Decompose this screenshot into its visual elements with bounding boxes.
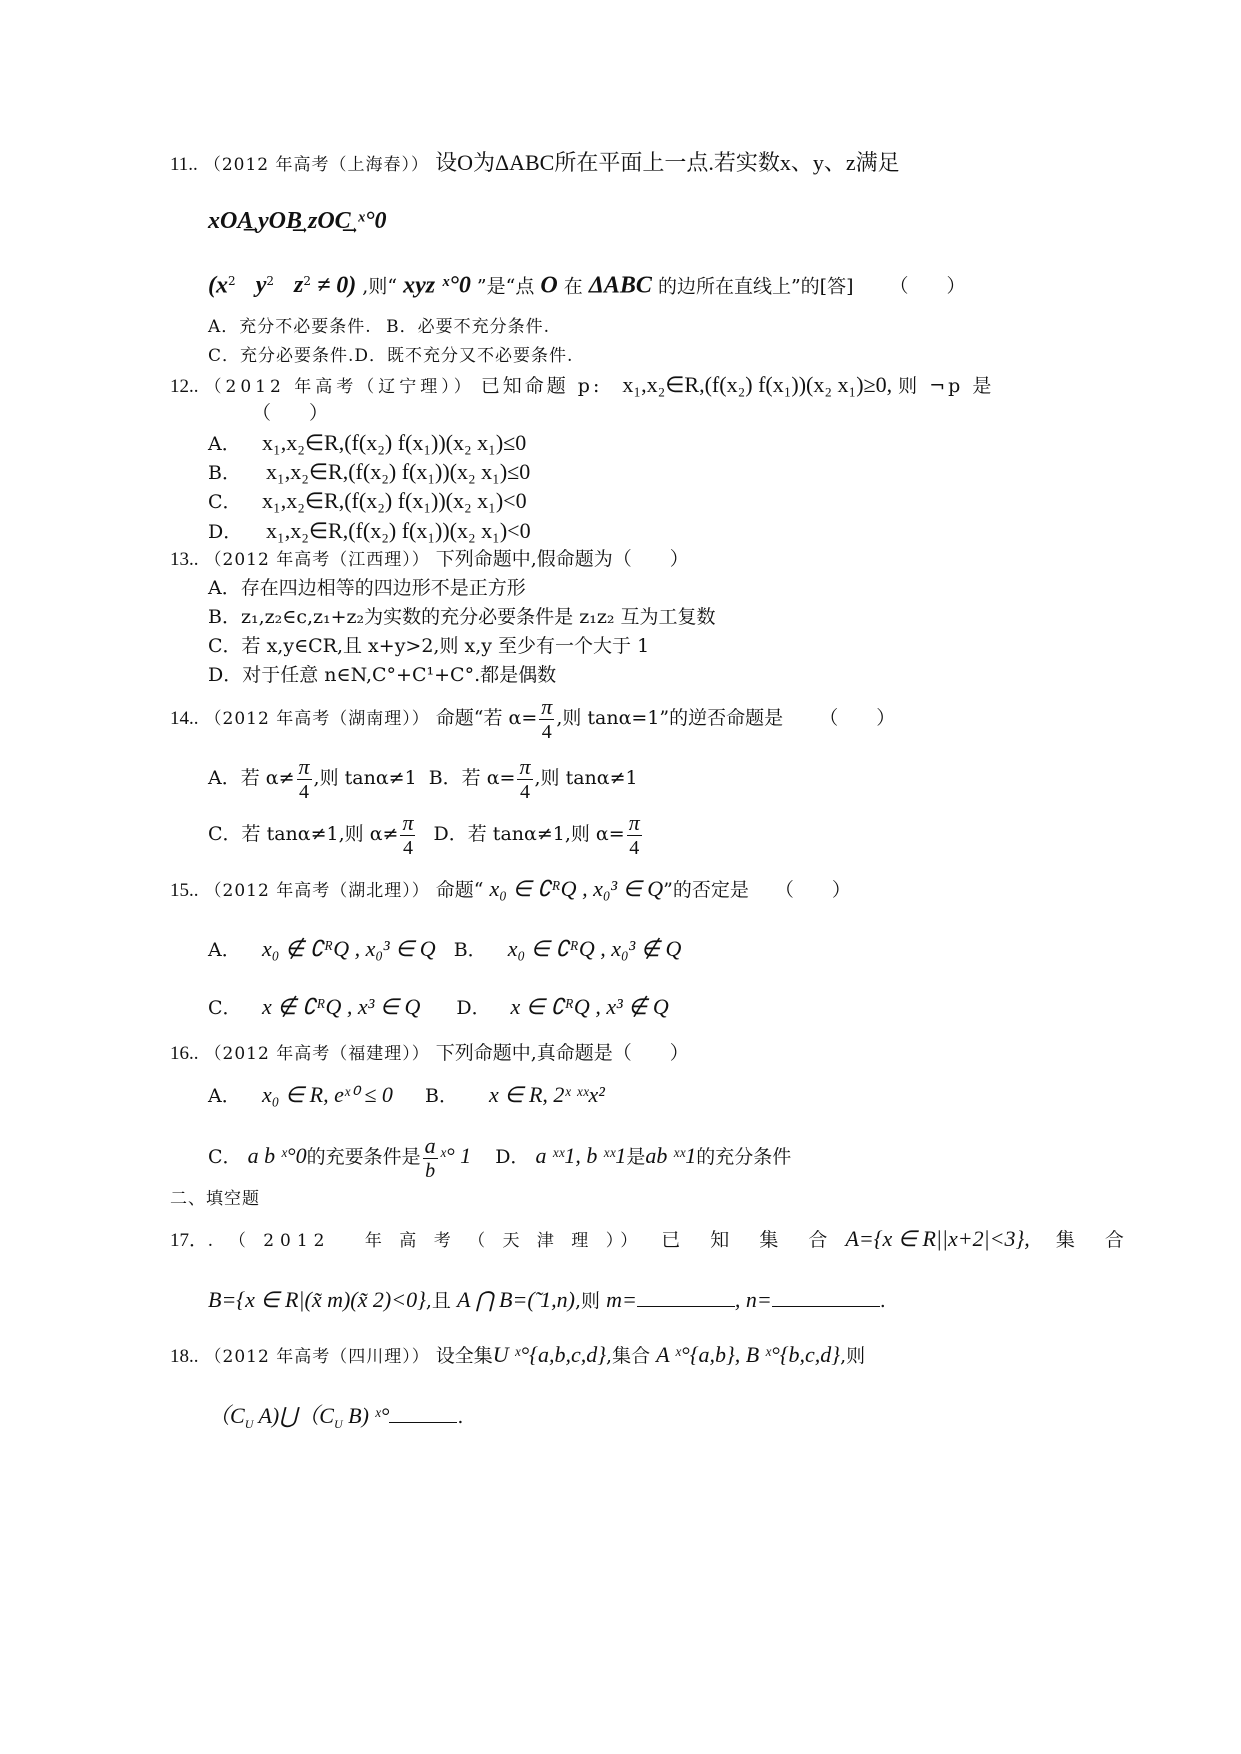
q15-option-b-label: B． [453, 939, 487, 961]
q11-stem-line [170, 150, 900, 178]
frac-numerator: π [298, 753, 310, 779]
frac-denominator: 4 [539, 719, 554, 744]
q15-option-c-math: x ∉ ∁ᴿQ , x³ ∈ Q [262, 994, 421, 1019]
q18-number: 18.. [170, 1346, 199, 1367]
frac-numerator: a [424, 1132, 436, 1158]
q14-stem-line [170, 690, 895, 747]
q17-source: （ 2012 年 高 考 （ 天 津 理 ）） [228, 1231, 644, 1251]
q16-options-cd [208, 1128, 791, 1185]
frac-denominator: 4 [517, 779, 532, 804]
q14-option-a-text: A．若 α≠ [208, 767, 295, 789]
q15-stem-math: x₀ ∈ ∁ᴿQ , x₀³ ∈ Q [489, 876, 664, 901]
q14-source: （2012 年高考（湖南理）） [204, 709, 430, 729]
q15-option-d-label: D． [456, 997, 491, 1019]
q12-stem: 已知命题 p: [480, 375, 603, 397]
frac-numerator: π [628, 809, 640, 835]
q16-option-a-math: x₀ ∈ R, eˣ⁰ ≤ 0 [262, 1082, 393, 1107]
q11-cond-text3: 在 [563, 275, 583, 298]
q14-option-c-fraction [400, 811, 415, 860]
q14-stem-fraction [539, 695, 554, 744]
q17-set-b: B={x ∈ R|(x̃ m)(x̃ 2)<0} [208, 1287, 426, 1312]
q12-number: 12.. [170, 376, 199, 397]
section-title-fill-blank: 二、填空题 [170, 1189, 260, 1209]
q16-stem: 下列命题中,真命题是（ ） [435, 1042, 689, 1064]
frac-denominator: 4 [297, 779, 312, 804]
q15-option-b-math: x₀ ∈ ∁ᴿQ , x₀³ ∉ Q [507, 936, 682, 961]
q17-set-a: A={x ∈ R||x+2|<3}, [845, 1226, 1030, 1251]
q17-stem-b: 集 合 [1055, 1229, 1136, 1251]
q11-stem: 设O为ΔABC所在平面上一点.若实数x、y、z满足 [435, 150, 900, 175]
q11-options-ab [208, 314, 550, 340]
q16-option-c-label: C． [208, 1146, 242, 1168]
q18-stem-a: 设全集 [435, 1345, 493, 1367]
q18-expr-a: （C [208, 1403, 245, 1428]
q16-option-c-math2: ˣ° 1 [439, 1143, 472, 1168]
q12-option-b-label: B． [208, 462, 241, 484]
q15-options-cd [208, 994, 669, 1021]
q12-option-c-math: x₁,x₂∈R,(f(x₂) f(x₁))(x₂ x₁)<0 [262, 488, 527, 513]
q13-stem-line [170, 546, 689, 573]
q12-paren-line [252, 400, 328, 426]
q11-vector-formula: xOA͢ yOB͢ zOC͢ ˣ°0 [208, 208, 387, 234]
q15-option-a-label: A． [208, 939, 241, 961]
frac-denominator: b [423, 1158, 438, 1183]
q14-option-b-text: B．若 α= [428, 767, 516, 789]
q11-number: 11.. [170, 154, 198, 175]
q16-option-d-label: D． [495, 1146, 530, 1168]
q14-answer-paren: （ ） [819, 707, 896, 729]
q11-condition-line: ($x^2$ $y^2$ $z^2 \ne 0$) ,则“ xyz ˣ°0 ”是“点 O 在 ΔABC 的边所在直线上”的[答] （ ） [208, 272, 966, 299]
q11-cond-y: y [255, 272, 267, 299]
frac-denominator: 4 [400, 835, 415, 860]
q17-n-blank [772, 1286, 880, 1307]
q13-option-c: C．若 x,y∈CR,且 x+y>2,则 x,y 至少有一个大于 1 [208, 635, 650, 657]
q17-m-blank [637, 1286, 735, 1307]
q14-option-a-fraction [297, 755, 312, 804]
q12-option-c [208, 488, 527, 515]
q18-stem-c: ,则 [840, 1345, 866, 1367]
q18-expr-b: A)⋃（C [253, 1403, 334, 1428]
q11-options-cd [208, 343, 573, 369]
q12-option-a-math: x₁,x₂∈R,(f(x₂) f(x₁))(x₂ x₁)≤0 [262, 430, 527, 455]
q14-option-a-tail: ,则 tanα≠1 [313, 767, 417, 789]
q14-option-d-text: D．若 tanα≠1,则 α= [433, 823, 625, 845]
q11-formula-line [208, 208, 386, 235]
q11-cond-x: (x [208, 272, 228, 299]
q12-option-b-math: x₁,x₂∈R,(f(x₂) f(x₁))(x₂ x₁)≤0 [266, 459, 531, 484]
q18-set-a: A ˣ°{a,b} [656, 1342, 735, 1367]
q16-options-ab [208, 1082, 605, 1109]
q14-option-c-text: C．若 tanα≠1,则 α≠ [208, 823, 399, 845]
q17-number: 17．. [170, 1230, 213, 1251]
q15-option-d-math: x ∈ ∁ᴿQ , x³ ∉ Q [510, 994, 669, 1019]
q15-answer-paren: （ ） [774, 879, 851, 901]
q12-option-a [208, 430, 526, 457]
q11-cond-text4: 的边所在直线上”的[答] [657, 275, 854, 298]
q14-option-d-fraction [627, 811, 642, 860]
q17-tail-a: ,且 [425, 1290, 451, 1312]
q12-option-d-label: D． [208, 521, 243, 543]
q18-expr-sub-u2: U [333, 1416, 343, 1431]
q16-option-d-math1: a ˣˣ1, b ˣˣ1 [535, 1143, 627, 1168]
q16-option-b-label: B． [424, 1085, 458, 1107]
q12-option-a-label: A． [208, 433, 241, 455]
q16-option-c-text: 的充要条件是 [306, 1146, 421, 1168]
frac-numerator: π [519, 753, 531, 779]
q18-stem-line [170, 1342, 865, 1370]
q16-option-d-math2: ab ˣˣ1 [645, 1143, 697, 1168]
q17-intersection: A ⋂ B=(̃ 1,n) [456, 1287, 575, 1312]
q15-stem-b: ”的否定是 [663, 879, 749, 901]
q12-option-d-math: x₁,x₂∈R,(f(x₂) f(x₁))(x₂ x₁)<0 [266, 518, 531, 543]
q17-stem-line [170, 1226, 1136, 1254]
q17-tail-b: ,则 [575, 1290, 601, 1312]
q11-option-a: A．充分不必要条件. [208, 317, 372, 337]
q14-options-cd [208, 806, 644, 862]
q13-source: （2012 年高考（江西理）） [204, 550, 430, 570]
q12-option-d [208, 518, 531, 545]
q12-stem-tail: 则 ¬p 是 [898, 375, 995, 397]
q13-stem: 下列命题中,假命题为（ ） [435, 548, 689, 570]
q11-cond-O: O [540, 272, 558, 299]
q11-cond-text1: ,则“ [362, 275, 398, 298]
q16-option-c-fraction [423, 1134, 438, 1183]
q18-source: （2012 年高考（四川理）） [204, 1347, 430, 1367]
q12-option-b [208, 459, 530, 486]
q14-stem-b: ,则 tanα=1”的逆否命题是 [556, 707, 784, 729]
q14-option-b-tail: ,则 tanα≠1 [534, 767, 638, 789]
q11-option-b: B．必要不充分条件. [386, 317, 550, 337]
q13-option-a: A．存在四边相等的四边形不是正方形 [208, 577, 526, 599]
q11-source: （2012 年高考（上海春）） [203, 155, 430, 175]
q11-cond-z: z [294, 272, 304, 299]
q13-option-b: B．z₁,z₂∈c,z₁+z₂为实数的充分必要条件是 z₁z₂ 互为工复数 [208, 606, 716, 628]
q12-stem-math: x₁,x₂∈R,(f(x₂) f(x₁))(x₂ x₁)≥0, [622, 372, 893, 397]
q16-source: （2012 年高考（福建理）） [204, 1044, 430, 1064]
q14-stem-a: 命题“若 α= [435, 707, 538, 729]
q16-option-d-text1: 是 [626, 1146, 646, 1168]
q15-option-a-math: x₀ ∉ ∁ᴿQ , x₀³ ∈ Q [262, 936, 436, 961]
q18-stem-b: ,集合 [606, 1345, 651, 1367]
frac-denominator: 4 [627, 835, 642, 860]
q13-option-d: D．对于任意 n∈N,C°+C¹+C°.都是偶数 [208, 664, 557, 686]
q15-number: 15.. [170, 880, 199, 901]
q18-expr-c: B) ˣ° [342, 1403, 390, 1428]
q18-expr-sub-u: U [244, 1416, 254, 1431]
q11-cond-text2: ”是“点 [476, 275, 535, 298]
q18-end: . [457, 1406, 464, 1428]
q11-option-cd: C．充分必要条件.D．既不充分又不必要条件. [208, 346, 574, 366]
q12-option-c-label: C． [208, 491, 242, 513]
q11-answer-paren: （ ） [889, 275, 966, 298]
q11-cond-neq: ≠ 0) [317, 272, 357, 299]
q16-stem-line [170, 1040, 689, 1067]
q11-cond-triangle: ΔABC [588, 272, 652, 299]
q15-stem-a: 命题“ [435, 879, 484, 901]
q17-m-label: m= [606, 1287, 637, 1312]
q16-number: 16.. [170, 1043, 199, 1064]
q17-stem-a: 已 知 集 合 [661, 1229, 840, 1251]
q16-option-a-label: A． [208, 1085, 241, 1107]
q15-source: （2012 年高考（湖北理）） [204, 881, 430, 901]
q17-end: . [879, 1290, 886, 1312]
q12-source: （2012 年高考（辽宁理）） [204, 377, 475, 397]
q16-option-b-math: x ∈ R, 2ˣ ˣˣx² [489, 1082, 605, 1107]
q18-answer-blank [389, 1402, 457, 1423]
q14-number: 14.. [170, 708, 199, 729]
q14-options-ab [208, 750, 638, 806]
q12-answer-paren: （ ） [252, 402, 329, 424]
q11-cond-xyz: xyz ˣ°0 [403, 272, 471, 299]
q18-expression-line [208, 1402, 463, 1437]
q16-option-c-math1: a b ˣ°0 [247, 1143, 307, 1168]
q15-options-ab [208, 936, 681, 963]
q15-stem-line [170, 876, 851, 904]
q18-set-u: U ˣ°{a,b,c,d} [492, 1342, 607, 1367]
q14-option-b-fraction [517, 755, 532, 804]
q12-stem-line [170, 372, 994, 400]
q15-option-c-label: C． [208, 997, 242, 1019]
q17-n-label: , n= [734, 1287, 772, 1312]
q16-option-d-text2: 的充分条件 [696, 1146, 792, 1168]
frac-numerator: π [402, 809, 414, 835]
q13-number: 13.. [170, 549, 199, 570]
q18-set-b: , B ˣ°{b,c,d} [734, 1342, 841, 1367]
q17-set-line [208, 1286, 886, 1314]
frac-numerator: π [541, 693, 553, 719]
